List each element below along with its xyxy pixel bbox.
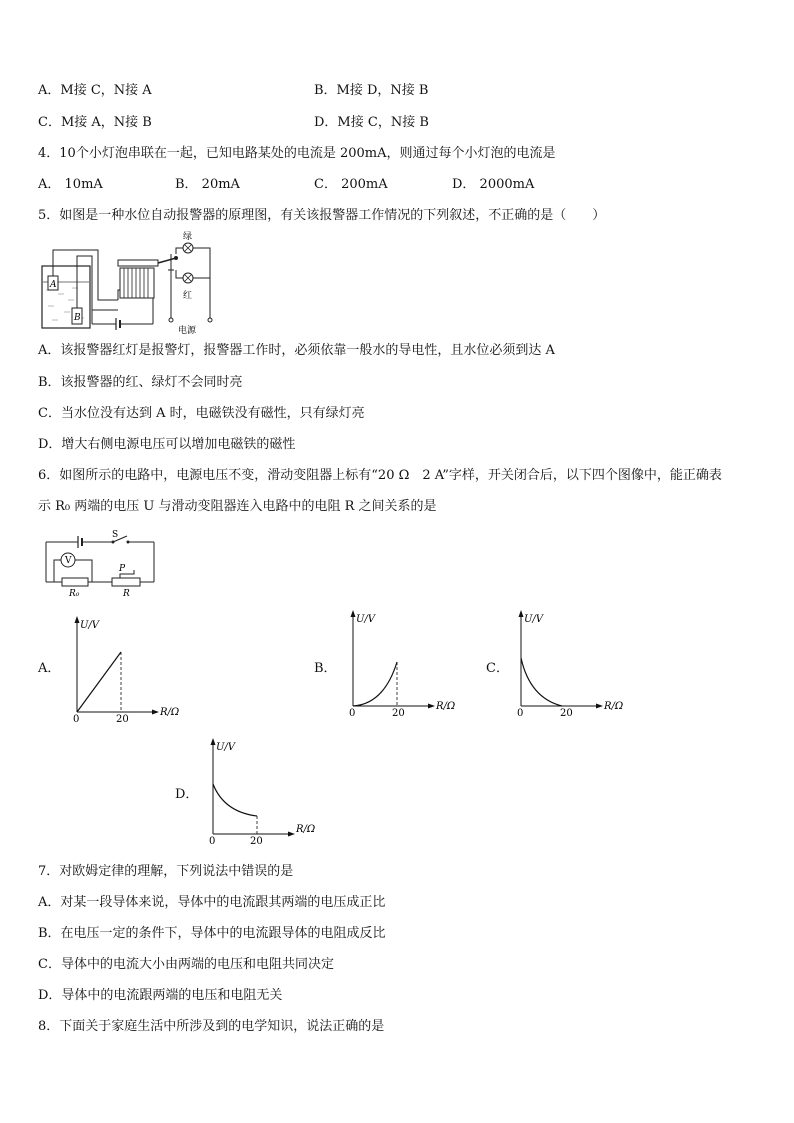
q6-circuit-diagram	[38, 528, 162, 600]
q7-option-b: B．在电压一定的条件下，导体中的电流跟导体的电阻成反比	[38, 926, 386, 941]
q5-stem: 5．如图是一种水位自动报警器的原理图，有关该报警器工作情况的下列叙述，不正确的是（ ）	[38, 208, 606, 223]
q6-stem-line2: 示 R₀ 两端的电压 U 与滑动变阻器连入电路中的电阻 R 之间关系的是	[38, 499, 437, 514]
electrode-b-label: B	[74, 313, 81, 323]
graph-b-origin: 0	[349, 708, 356, 718]
graph-a-x-label: R/Ω	[160, 707, 180, 718]
q8-stem: 8．下面关于家庭生活中所涉及到的电学知识，说法正确的是	[38, 1019, 385, 1034]
q3-option-b: B．M接 D，N接 B	[314, 83, 429, 98]
q5-option-c: C．当水位没有达到 A 时，电磁铁没有磁性，只有绿灯亮	[38, 406, 365, 421]
q5-option-b: B．该报警器的红、绿灯不会同时亮	[38, 375, 243, 390]
q3-option-d: D．M接 C，N接 B	[314, 115, 429, 130]
q6-graph-c-label: C．	[486, 661, 509, 676]
q5-option-d: D．增大右侧电源电压可以增加电磁铁的磁性	[38, 437, 296, 452]
q6-graph-d	[196, 734, 326, 846]
graph-a-x-tick: 20	[116, 714, 129, 724]
voltmeter-label: V	[65, 556, 72, 566]
graph-a-origin: 0	[73, 714, 80, 724]
q4-option-c: C． 200mA	[314, 177, 388, 192]
slider-p-label: P	[119, 564, 126, 574]
rheostat-r-label: R	[123, 589, 130, 599]
q6-graph-a-label: A．	[38, 661, 61, 676]
graph-a-y-label: U/V	[80, 620, 100, 631]
q3-option-c: C．M接 A，N接 B	[38, 115, 152, 130]
graph-c-x-label: R/Ω	[604, 701, 624, 712]
q6-graph-b	[336, 606, 466, 718]
electrode-a-label: A	[50, 280, 57, 290]
graph-d-y-label: U/V	[216, 742, 236, 753]
green-lamp-label: 绿	[183, 232, 193, 242]
q4-stem: 4．10个小灯泡串联在一起，已知电路某处的电流是 200mA，则通过每个小灯泡的电流是	[38, 146, 556, 161]
red-lamp-label: 红	[183, 291, 193, 301]
q4-option-b: B． 20mA	[175, 177, 240, 192]
q4-option-a: A． 10mA	[38, 177, 103, 192]
graph-c-x-tick: 20	[560, 708, 573, 718]
q6-graph-a	[60, 612, 190, 724]
graph-c-origin: 0	[517, 708, 524, 718]
q6-graph-d-label: D．	[175, 787, 199, 802]
graph-c-y-label: U/V	[524, 614, 544, 625]
q6-graph-c	[504, 606, 634, 718]
switch-s-label: S	[112, 530, 119, 540]
graph-d-x-label: R/Ω	[296, 824, 316, 835]
graph-b-y-label: U/V	[356, 614, 376, 625]
graph-d-origin: 0	[209, 836, 216, 846]
q4-option-d: D． 2000mA	[452, 177, 535, 192]
q6-graph-b-label: B．	[314, 661, 337, 676]
graph-b-x-label: R/Ω	[436, 701, 456, 712]
q6-stem-line1: 6．如图所示的电路中，电源电压不变，滑动变阻器上标有“20 Ω 2 A”字样，开关闭合后，以下四个图像中，能正确表	[38, 468, 722, 483]
q7-stem: 7．对欧姆定律的理解，下列说法中错误的是	[38, 864, 294, 879]
q7-option-a: A．对某一段导体来说，导体中的电流跟其两端的电压成正比	[38, 895, 386, 910]
graph-b-x-tick: 20	[392, 708, 405, 718]
power-label: 电源	[178, 326, 197, 336]
q7-option-d: D．导体中的电流跟两端的电压和电阻无关	[38, 988, 283, 1003]
q5-option-a: A．该报警器红灯是报警灯，报警器工作时，必须依靠一般水的导电性，且水位必须到达 A	[38, 343, 555, 358]
water-alarm-diagram	[38, 230, 228, 336]
q3-option-a: A．M接 C，N接 A	[38, 83, 152, 98]
graph-d-x-tick: 20	[250, 836, 263, 846]
q7-option-c: C．导体中的电流大小由两端的电压和电阻共同决定	[38, 957, 334, 972]
r0-label: R₀	[69, 589, 80, 599]
